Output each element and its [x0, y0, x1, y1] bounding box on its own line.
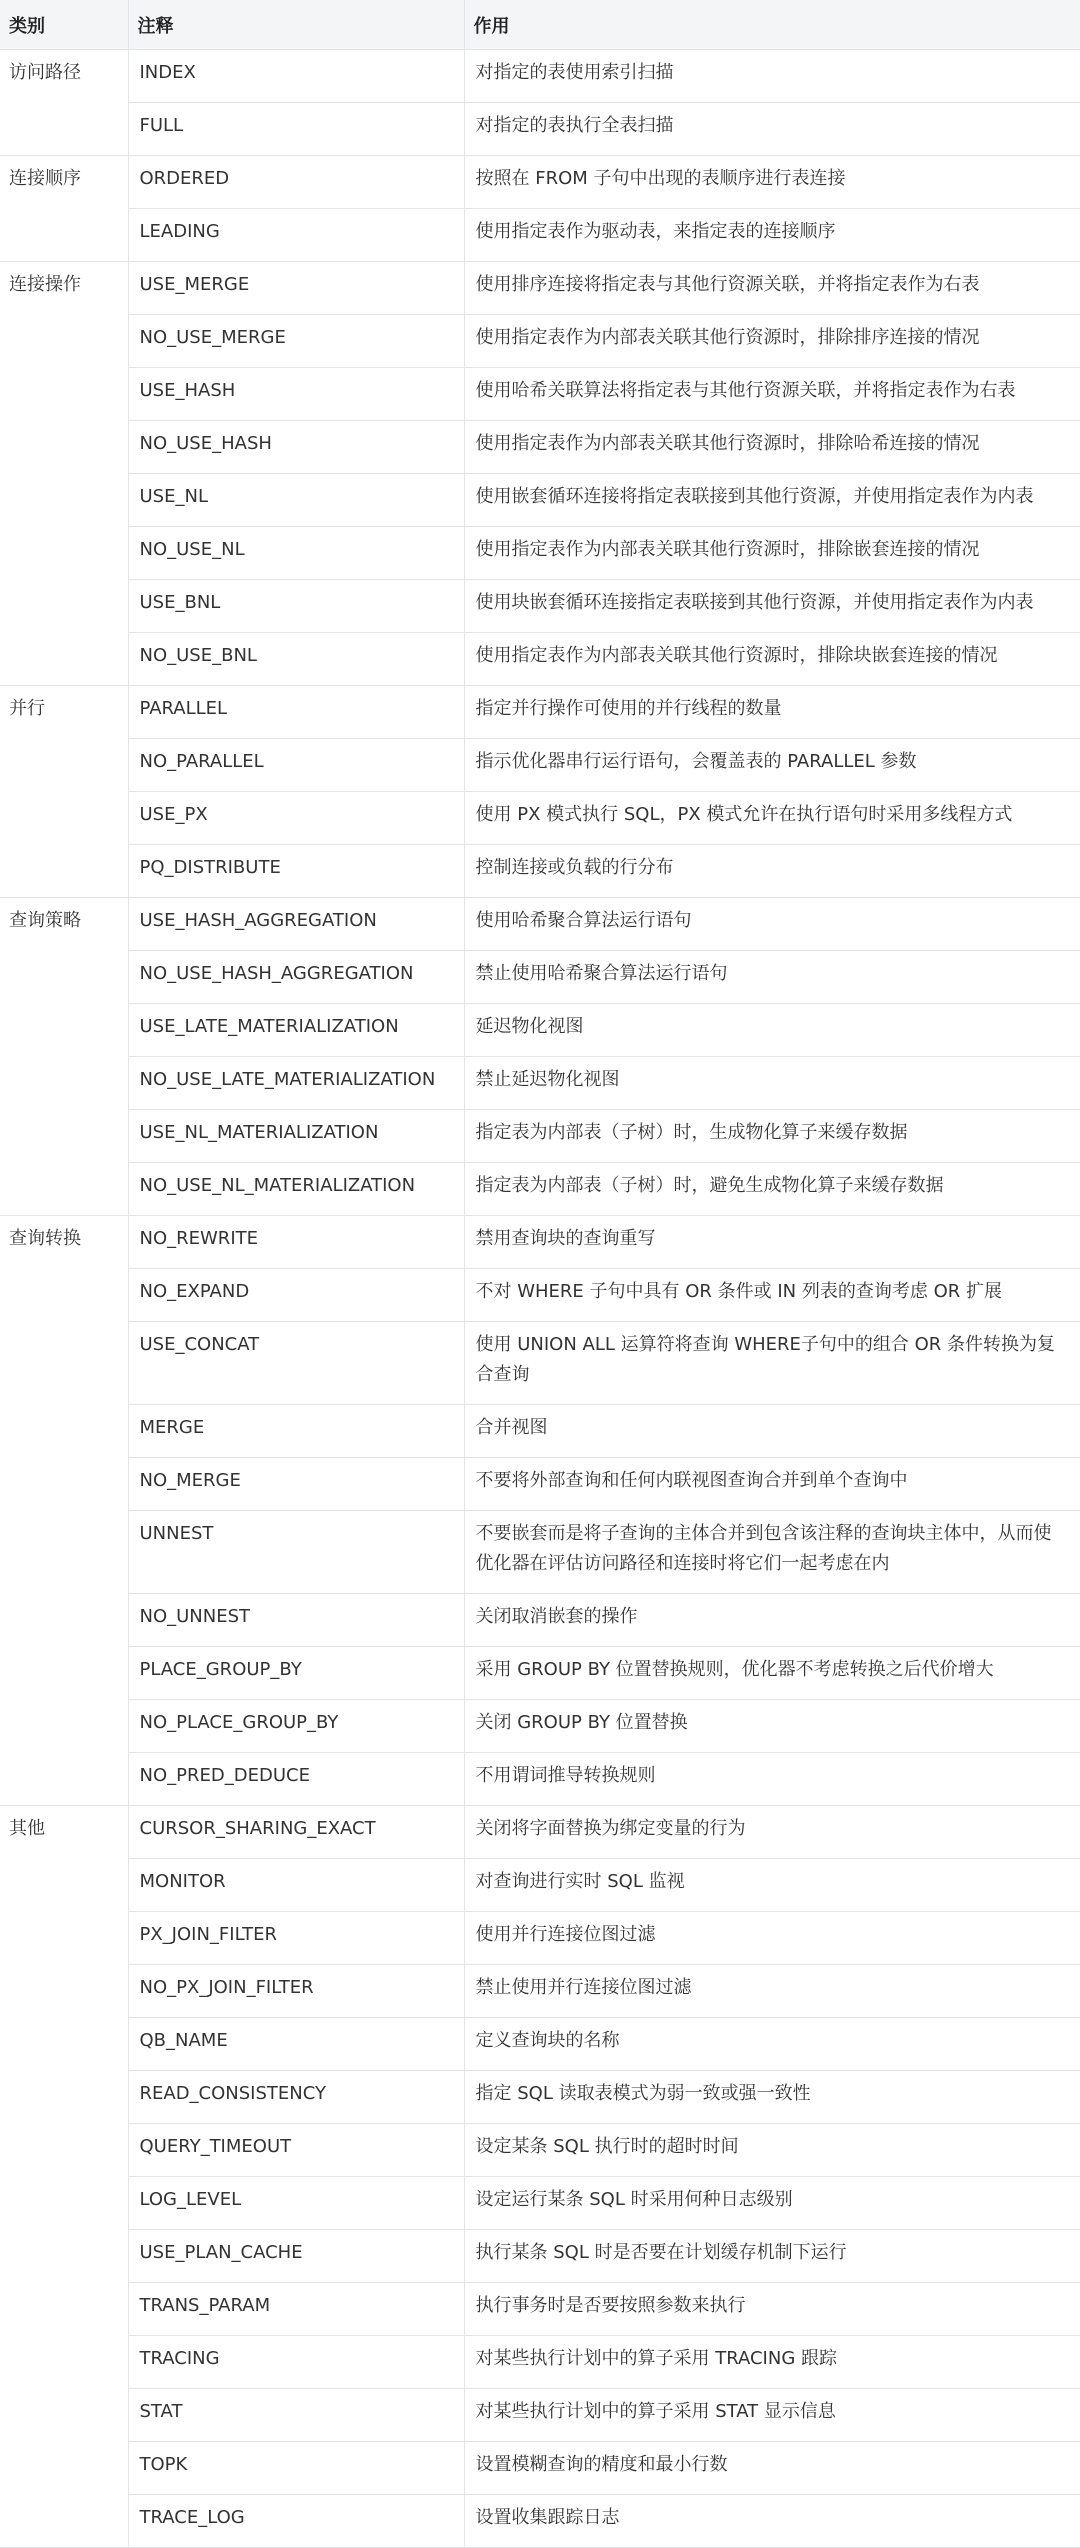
- table-header: [0, 0, 1080, 50]
- description-cell: 指定表为内部表（子树）时，避免生成物化算子来缓存数据: [464, 1163, 1080, 1216]
- hint-cell: UNNEST: [128, 1511, 464, 1594]
- hint-cell: NO_UNNEST: [128, 1594, 464, 1647]
- description-cell: 对指定的表执行全表扫描: [464, 103, 1080, 156]
- description-cell: 使用指定表作为内部表关联其他行资源时，排除嵌套连接的情况: [464, 527, 1080, 580]
- table-row: [0, 1405, 1080, 1458]
- hint-cell: NO_PARALLEL: [128, 739, 464, 792]
- hint-cell: USE_HASH_AGGREGATION: [128, 898, 464, 951]
- description-cell: 对指定的表使用索引扫描: [464, 50, 1080, 103]
- hint-cell: USE_PX: [128, 792, 464, 845]
- table-row: [0, 103, 1080, 156]
- hint-cell: ORDERED: [128, 156, 464, 209]
- table-row: [0, 633, 1080, 686]
- hint-cell: NO_EXPAND: [128, 1269, 464, 1322]
- table-row: [0, 1806, 1080, 1859]
- header-row: [0, 0, 1080, 50]
- table-row: [0, 2177, 1080, 2230]
- description-cell: 使用指定表作为内部表关联其他行资源时，排除块嵌套连接的情况: [464, 633, 1080, 686]
- description-cell: 指示优化器串行运行语句，会覆盖表的 PARALLEL 参数: [464, 739, 1080, 792]
- hint-cell: QUERY_TIMEOUT: [128, 2124, 464, 2177]
- description-cell: 禁用查询块的查询重写: [464, 1216, 1080, 1269]
- description-cell: 指定 SQL 读取表模式为弱一致或强一致性: [464, 2071, 1080, 2124]
- table-row: [0, 527, 1080, 580]
- hint-cell: NO_PRED_DEDUCE: [128, 1753, 464, 1806]
- description-cell: 使用 UNION ALL 运算符将查询 WHERE子句中的组合 OR 条件转换为复合查询: [464, 1322, 1080, 1405]
- table-row: [0, 686, 1080, 739]
- table-row: [0, 156, 1080, 209]
- hint-cell: NO_PX_JOIN_FILTER: [128, 1965, 464, 2018]
- hint-cell: QB_NAME: [128, 2018, 464, 2071]
- hint-cell: TRACING: [128, 2336, 464, 2389]
- hint-cell: NO_USE_MERGE: [128, 315, 464, 368]
- hint-cell: NO_USE_NL: [128, 527, 464, 580]
- description-cell: 不要将外部查询和任何内联视图查询合并到单个查询中: [464, 1458, 1080, 1511]
- category-cell: 其他: [0, 1806, 128, 2548]
- hint-cell: LOG_LEVEL: [128, 2177, 464, 2230]
- table-row: [0, 1004, 1080, 1057]
- table-row: [0, 845, 1080, 898]
- description-cell: 对某些执行计划中的算子采用 STAT 显示信息: [464, 2389, 1080, 2442]
- description-cell: 对某些执行计划中的算子采用 TRACING 跟踪: [464, 2336, 1080, 2389]
- category-cell: 连接顺序: [0, 156, 128, 262]
- hint-cell: USE_NL_MATERIALIZATION: [128, 1110, 464, 1163]
- hint-cell: INDEX: [128, 50, 464, 103]
- hint-cell: PQ_DISTRIBUTE: [128, 845, 464, 898]
- hint-cell: TRACE_LOG: [128, 2495, 464, 2548]
- table-row: [0, 951, 1080, 1004]
- description-cell: 不用谓词推导转换规则: [464, 1753, 1080, 1806]
- table-row: [0, 2071, 1080, 2124]
- table-row: [0, 898, 1080, 951]
- description-cell: 使用指定表作为内部表关联其他行资源时，排除哈希连接的情况: [464, 421, 1080, 474]
- hint-cell: TRANS_PARAM: [128, 2283, 464, 2336]
- description-cell: 合并视图: [464, 1405, 1080, 1458]
- hint-cell: NO_USE_LATE_MATERIALIZATION: [128, 1057, 464, 1110]
- hint-cell: USE_MERGE: [128, 262, 464, 315]
- category-cell: 查询策略: [0, 898, 128, 1216]
- table-row: [0, 421, 1080, 474]
- hint-cell: NO_USE_HASH_AGGREGATION: [128, 951, 464, 1004]
- header-category: 类别: [0, 0, 128, 50]
- description-cell: 关闭 GROUP BY 位置替换: [464, 1700, 1080, 1753]
- table-row: [0, 2230, 1080, 2283]
- table-row: [0, 580, 1080, 633]
- hint-cell: FULL: [128, 103, 464, 156]
- description-cell: 使用嵌套循环连接将指定表联接到其他行资源，并使用指定表作为内表: [464, 474, 1080, 527]
- hint-cell: USE_BNL: [128, 580, 464, 633]
- description-cell: 按照在 FROM 子句中出现的表顺序进行表连接: [464, 156, 1080, 209]
- description-cell: 设定运行某条 SQL 时采用何种日志级别: [464, 2177, 1080, 2230]
- table-row: [0, 1110, 1080, 1163]
- hint-cell: TOPK: [128, 2442, 464, 2495]
- category-cell: 查询转换: [0, 1216, 128, 1806]
- description-cell: 执行事务时是否要按照参数来执行: [464, 2283, 1080, 2336]
- hint-cell: NO_USE_BNL: [128, 633, 464, 686]
- description-cell: 使用排序连接将指定表与其他行资源关联，并将指定表作为右表: [464, 262, 1080, 315]
- table-row: [0, 1163, 1080, 1216]
- table-row: [0, 2283, 1080, 2336]
- hint-cell: CURSOR_SHARING_EXACT: [128, 1806, 464, 1859]
- description-cell: 不对 WHERE 子句中具有 OR 条件或 IN 列表的查询考虑 OR 扩展: [464, 1269, 1080, 1322]
- description-cell: 执行某条 SQL 时是否要在计划缓存机制下运行: [464, 2230, 1080, 2283]
- table-row: [0, 1322, 1080, 1405]
- table-row: [0, 50, 1080, 103]
- hint-cell: NO_PLACE_GROUP_BY: [128, 1700, 464, 1753]
- table-row: [0, 1511, 1080, 1594]
- description-cell: 使用哈希聚合算法运行语句: [464, 898, 1080, 951]
- hint-cell: NO_MERGE: [128, 1458, 464, 1511]
- hint-cell: LEADING: [128, 209, 464, 262]
- hint-cell: NO_USE_HASH: [128, 421, 464, 474]
- table-row: [0, 1269, 1080, 1322]
- description-cell: 对查询进行实时 SQL 监视: [464, 1859, 1080, 1912]
- table-row: [0, 2442, 1080, 2495]
- table-row: [0, 1859, 1080, 1912]
- hint-cell: USE_HASH: [128, 368, 464, 421]
- table-row: [0, 1216, 1080, 1269]
- hint-cell: PX_JOIN_FILTER: [128, 1912, 464, 1965]
- description-cell: 使用指定表作为驱动表，来指定表的连接顺序: [464, 209, 1080, 262]
- table-row: [0, 2124, 1080, 2177]
- table-row: [0, 209, 1080, 262]
- category-cell: 连接操作: [0, 262, 128, 686]
- table-row: [0, 1647, 1080, 1700]
- table-body: [0, 50, 1080, 2548]
- description-cell: 指定表为内部表（子树）时，生成物化算子来缓存数据: [464, 1110, 1080, 1163]
- description-cell: 使用哈希关联算法将指定表与其他行资源关联，并将指定表作为右表: [464, 368, 1080, 421]
- description-cell: 延迟物化视图: [464, 1004, 1080, 1057]
- description-cell: 设置收集跟踪日志: [464, 2495, 1080, 2548]
- table-row: [0, 1057, 1080, 1110]
- table-row: [0, 2018, 1080, 2071]
- description-cell: 使用块嵌套循环连接指定表联接到其他行资源，并使用指定表作为内表: [464, 580, 1080, 633]
- description-cell: 设定某条 SQL 执行时的超时时间: [464, 2124, 1080, 2177]
- table-row: [0, 792, 1080, 845]
- table-row: [0, 739, 1080, 792]
- table-row: [0, 1458, 1080, 1511]
- header-description: 作用: [464, 0, 1080, 50]
- description-cell: 采用 GROUP BY 位置替换规则，优化器不考虑转换之后代价增大: [464, 1647, 1080, 1700]
- description-cell: 定义查询块的名称: [464, 2018, 1080, 2071]
- description-cell: 控制连接或负载的行分布: [464, 845, 1080, 898]
- description-cell: 禁止延迟物化视图: [464, 1057, 1080, 1110]
- hint-cell: MERGE: [128, 1405, 464, 1458]
- table-row: [0, 2336, 1080, 2389]
- table-row: [0, 1594, 1080, 1647]
- description-cell: 禁止使用哈希聚合算法运行语句: [464, 951, 1080, 1004]
- description-cell: 使用并行连接位图过滤: [464, 1912, 1080, 1965]
- hint-cell: STAT: [128, 2389, 464, 2442]
- description-cell: 关闭将字面替换为绑定变量的行为: [464, 1806, 1080, 1859]
- hint-cell: MONITOR: [128, 1859, 464, 1912]
- table-row: [0, 1700, 1080, 1753]
- table-row: [0, 315, 1080, 368]
- table-row: [0, 368, 1080, 421]
- description-cell: 不要嵌套而是将子查询的主体合并到包含该注释的查询块主体中，从而使优化器在评估访问路径和连接时将它们一起考虑在内: [464, 1511, 1080, 1594]
- table-row: [0, 1912, 1080, 1965]
- description-cell: 设置模糊查询的精度和最小行数: [464, 2442, 1080, 2495]
- table-row: [0, 1965, 1080, 2018]
- hint-cell: USE_CONCAT: [128, 1322, 464, 1405]
- table-row: [0, 1753, 1080, 1806]
- hint-cell: READ_CONSISTENCY: [128, 2071, 464, 2124]
- description-cell: 关闭取消嵌套的操作: [464, 1594, 1080, 1647]
- category-cell: 访问路径: [0, 50, 128, 156]
- table-row: [0, 2389, 1080, 2442]
- hint-cell: PLACE_GROUP_BY: [128, 1647, 464, 1700]
- hint-cell: USE_LATE_MATERIALIZATION: [128, 1004, 464, 1057]
- description-cell: 禁止使用并行连接位图过滤: [464, 1965, 1080, 2018]
- table-row: [0, 2495, 1080, 2548]
- category-cell: 并行: [0, 686, 128, 898]
- description-cell: 使用指定表作为内部表关联其他行资源时，排除排序连接的情况: [464, 315, 1080, 368]
- table-row: [0, 262, 1080, 315]
- table-row: [0, 474, 1080, 527]
- description-cell: 使用 PX 模式执行 SQL，PX 模式允许在执行语句时采用多线程方式: [464, 792, 1080, 845]
- header-hint: 注释: [128, 0, 464, 50]
- hint-cell: USE_PLAN_CACHE: [128, 2230, 464, 2283]
- hint-cell: NO_REWRITE: [128, 1216, 464, 1269]
- hint-cell: NO_USE_NL_MATERIALIZATION: [128, 1163, 464, 1216]
- hint-cell: PARALLEL: [128, 686, 464, 739]
- description-cell: 指定并行操作可使用的并行线程的数量: [464, 686, 1080, 739]
- hint-cell: USE_NL: [128, 474, 464, 527]
